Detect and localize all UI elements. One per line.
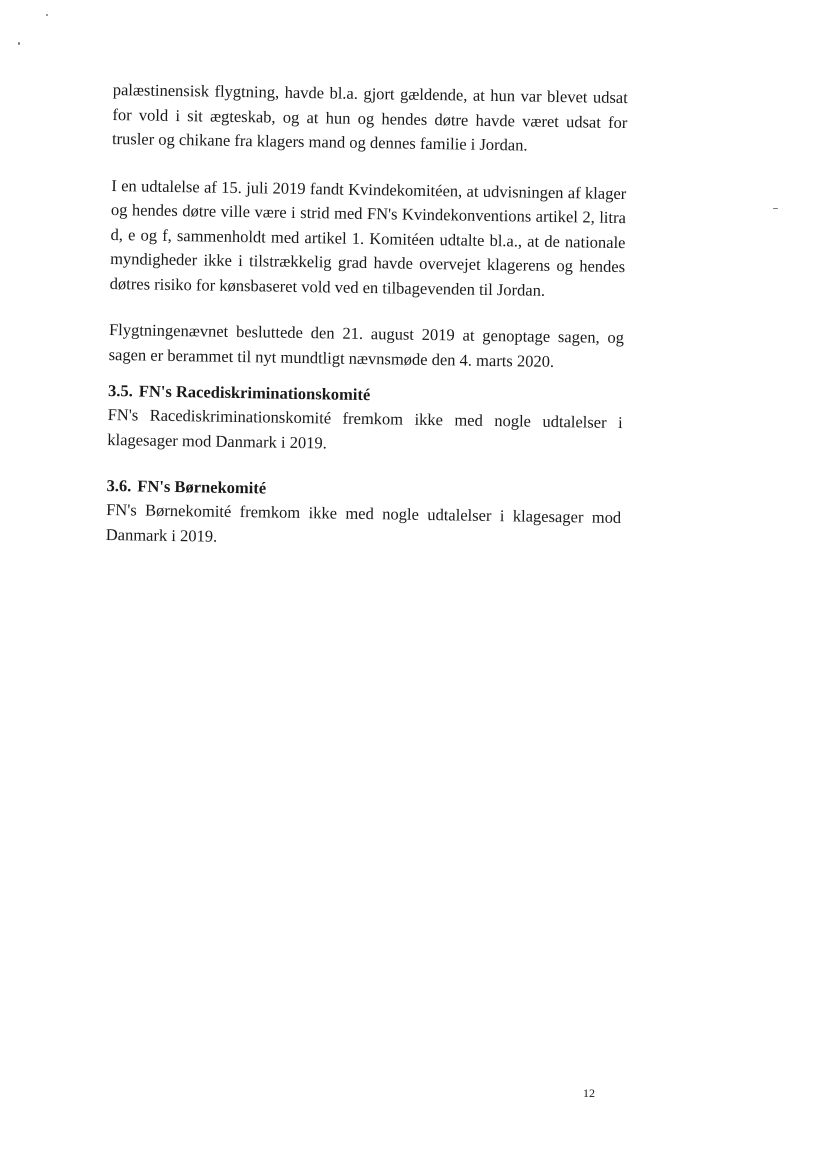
section-title: FN's Racediskriminationskomité xyxy=(138,381,371,405)
scan-speck xyxy=(773,208,778,209)
section-title: FN's Børnekomité xyxy=(137,476,267,498)
paragraph-reopening: Flygtningenævnet besluttede den 21. august 2019 at genoptage sagen, og sagen er berammet til nyt mundtligt nævnsmøde den 4. marts 2020. xyxy=(108,319,625,371)
section-number: 3.5. xyxy=(107,380,133,401)
document-body xyxy=(105,78,628,577)
page-number: 12 xyxy=(583,1086,595,1100)
scan-speck xyxy=(18,42,20,45)
section-number: 3.6. xyxy=(106,475,132,496)
section-body: FN's Børnekomité fremkom ikke med nogle udtalelser i klagesager mod Danmark i 2019. xyxy=(105,499,622,546)
scan-speck xyxy=(46,14,48,16)
section-body: FN's Racediskriminationskomité fremkom ikke med nogle udtalelser i klagesager mod Danmark i 2019. xyxy=(107,404,623,452)
paragraph-continuation: palæstinensisk flygtning, havde bl.a. gjort gældende, at hun var blevet udsat for vold i sit ægteskab, og at hun og hendes døtre havde været udsat for trusler og chikane fra klagers mand og dennes familie i Jordan. xyxy=(111,79,628,155)
section-racial-discrimination-committee xyxy=(107,379,623,460)
paragraph-cedaw-opinion: I en udtalelse af 15. juli 2019 fandt Kvindekomitéen, at udvisningen af klager og hendes døtre ville være i strid med FN's Kvindekonventions artikel 2, litra d, e og f, sammenholdt med artikel 1. Komitéen udtalte bl.a., at de nationale myndigheder ikke i tilstrækkelig grad havde overvejet klagerens og hendes døtres risiko for kønsbaseret vold ved en tilbagevenden til Jordan. xyxy=(109,175,627,300)
section-childrens-committee xyxy=(106,474,622,555)
